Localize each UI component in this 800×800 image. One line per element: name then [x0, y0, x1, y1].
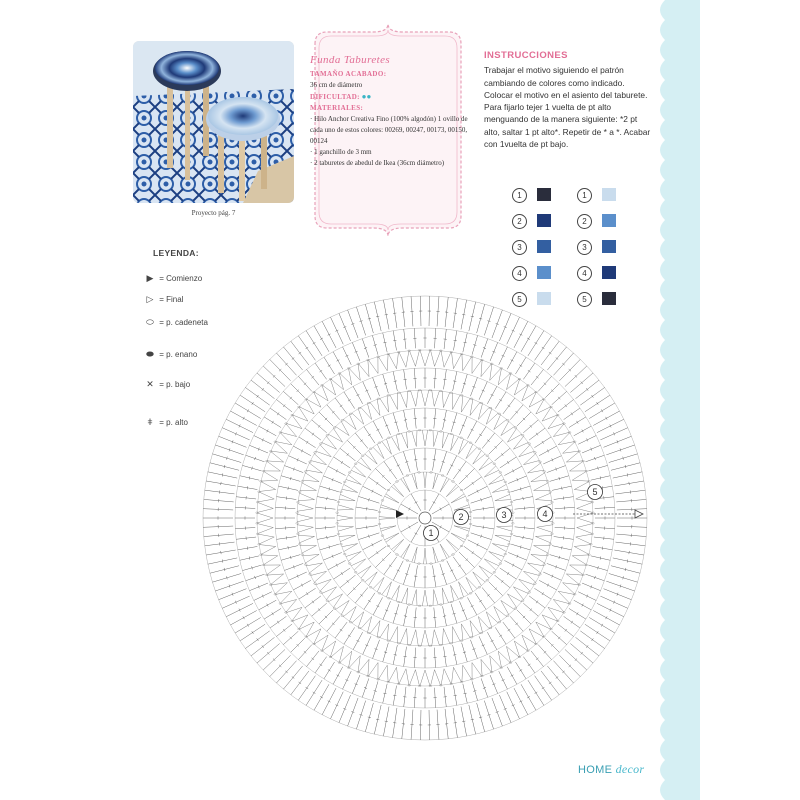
round-number: 1 — [512, 188, 527, 203]
legend-item-start — [143, 272, 202, 284]
start-arrow-icon — [396, 510, 404, 518]
material-item: · 1 ganchillo de 3 mm — [310, 148, 372, 156]
round-number: 3 — [512, 240, 527, 255]
round-number: 1 — [577, 188, 592, 203]
single-crochet-icon: ✕ — [146, 378, 154, 389]
project-title: Funda Taburetes — [310, 54, 391, 66]
instructions-section — [484, 50, 654, 150]
stitch-rings — [203, 296, 647, 740]
chain-stitch-icon: ⬭ — [146, 316, 154, 327]
end-arrow-icon — [635, 510, 643, 518]
photo-caption: Proyecto pág. 7 — [191, 209, 236, 217]
instructions-title: INSTRUCCIONES — [484, 50, 568, 61]
color-swatch — [602, 240, 616, 253]
round-number: 4 — [512, 266, 527, 281]
legend-title: LEYENDA: — [153, 248, 199, 258]
round-label: 5 — [592, 487, 598, 497]
scalloped-edge — [655, 0, 700, 800]
legend — [143, 248, 263, 427]
slip-stitch-icon: ⬬ — [146, 348, 154, 359]
brand-logo — [578, 762, 644, 777]
round-number: 5 — [512, 292, 527, 307]
project-photo — [133, 41, 294, 203]
round-marker-3 — [497, 508, 512, 523]
material-item: · 2 taburetes de abedul de Ikea (36cm diámetro) — [310, 159, 445, 167]
material-item: · Hilo Anchor Creativa Fino (100% algodón) 1 ovillo de cada uno de estos colores: 00269, 00247, 00173, 00150, 00124 — [310, 115, 468, 145]
instructions-text: Trabajar el motivo siguiendo el patrón cambiando de colores como indicado. Colocar el motivo en el asiento del taburete. Para fijarlo tejer 1 vuelta de pt alto menguando de la manera siguiente: *2 pt alto, saltar 1 pt alto*. Repetir de * a *. Acabar con 1vuelta de pt bajo. — [484, 65, 651, 150]
legend-label: = p. alto — [159, 417, 188, 427]
round-number: 3 — [577, 240, 592, 255]
color-swatch — [537, 214, 551, 227]
crochet-diagram — [195, 293, 655, 743]
legend-item-end — [143, 293, 183, 305]
legend-label: = p. bajo — [159, 379, 191, 389]
round-marker-4 — [538, 507, 553, 522]
round-number: 4 — [577, 266, 592, 281]
materials-label: MATERIALES: — [310, 104, 364, 112]
legend-label: = Final — [159, 294, 184, 304]
brand-decor: decor — [615, 762, 645, 776]
materials-card — [310, 54, 468, 169]
size-value: 36 cm de diámetro — [310, 81, 363, 89]
magic-ring — [419, 512, 431, 524]
color-swatch — [602, 266, 616, 279]
round-label: 2 — [458, 512, 464, 522]
difficulty-dots: ●● — [361, 92, 372, 101]
round-number: 2 — [577, 214, 592, 229]
round-marker-1 — [424, 526, 439, 541]
teal-margin — [700, 0, 800, 800]
legend-label: = p. cadeneta — [159, 317, 208, 327]
legend-label: = Comienzo — [159, 273, 203, 283]
color-swatch — [537, 240, 551, 253]
legend-item-slip — [143, 348, 197, 360]
round-marker-2 — [454, 510, 469, 525]
stitch-round — [355, 448, 495, 588]
difficulty-label: DIFICULTAD: — [310, 93, 360, 101]
color-swatch — [602, 188, 616, 201]
legend-item-single — [143, 378, 190, 390]
color-swatch — [537, 188, 551, 201]
round-label: 1 — [428, 528, 434, 538]
stitch-round — [203, 296, 647, 740]
legend-label: = p. enano — [159, 349, 198, 359]
double-crochet-icon: ǂ — [147, 417, 153, 427]
color-swatch — [602, 214, 616, 227]
start-arrow-icon: ▶ — [146, 272, 154, 283]
start-end-markers — [396, 510, 643, 518]
round-number: 2 — [512, 214, 527, 229]
round-label: 4 — [542, 509, 548, 519]
brand-home: HOME — [578, 764, 613, 776]
round-number: 5 — [577, 292, 592, 307]
legend-item-double — [143, 416, 188, 428]
color-swatch — [537, 266, 551, 279]
round-label: 3 — [501, 510, 507, 520]
size-label: TAMAÑO ACABADO: — [310, 70, 387, 78]
round-marker-5 — [588, 485, 603, 500]
end-arrow-icon: ▷ — [146, 293, 154, 304]
